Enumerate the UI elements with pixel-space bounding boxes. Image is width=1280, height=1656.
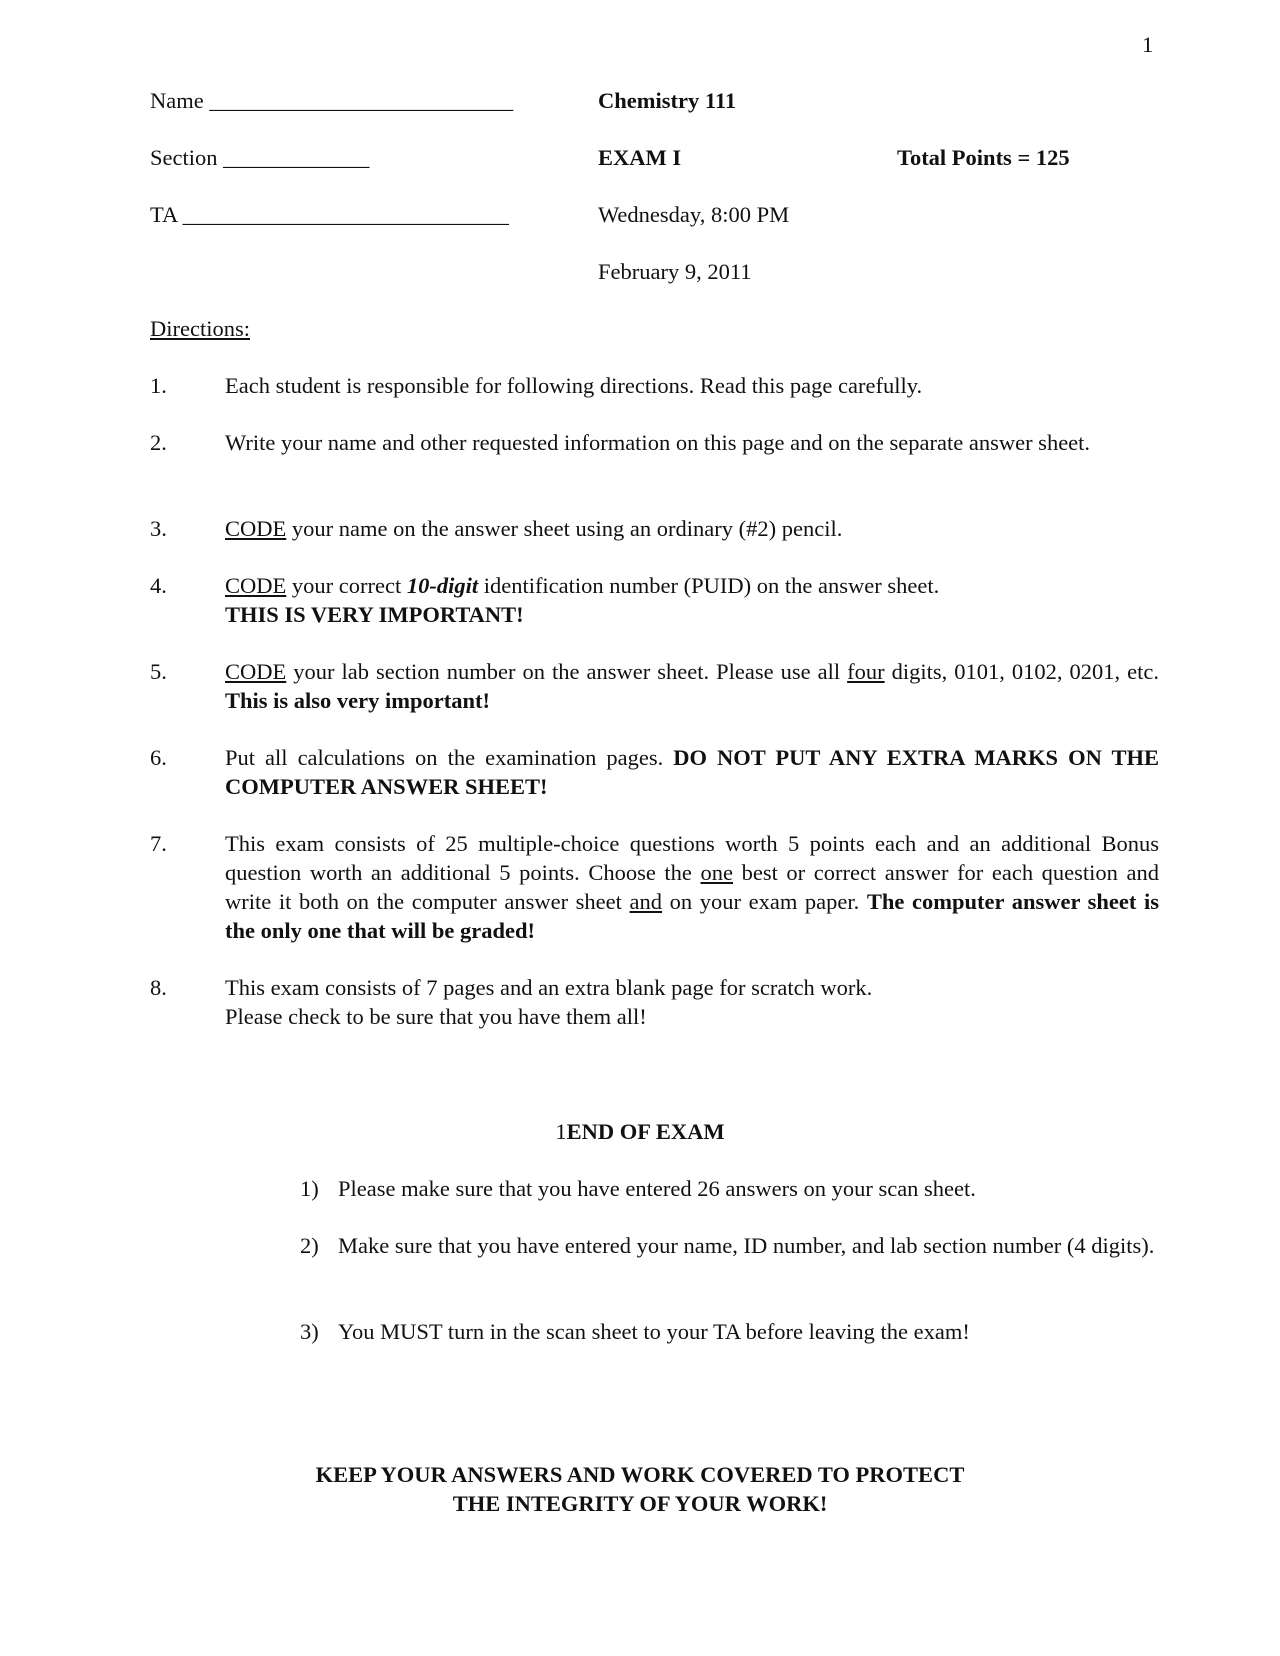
footer-warning-line2: THE INTEGRITY OF YOUR WORK! <box>452 1491 828 1516</box>
name-label: Name <box>150 88 204 113</box>
direction-text: CODE your lab section number on the answer sheet. Please use all four digits, 0101, 0102, 0201, etc. This is also very important! <box>225 659 1160 713</box>
important-note: This is also very important! <box>225 688 491 713</box>
direction-text: CODE your name on the answer sheet using an ordinary (#2) pencil. <box>225 516 843 541</box>
directions-title: Directions: <box>150 316 250 341</box>
ta-field[interactable] <box>150 200 509 229</box>
section-label: Section <box>150 145 218 170</box>
exam-title: EXAM I <box>598 145 682 170</box>
name-line: ___________________________ <box>209 88 514 113</box>
direction-text: Each student is responsible for following directions. Read this page carefully. <box>225 373 923 398</box>
total-points: Total Points = 125 <box>897 145 1070 170</box>
direction-number: 2. <box>150 430 167 455</box>
end-item-number: 3) <box>300 1319 319 1344</box>
code-keyword: CODE <box>225 516 287 541</box>
name-field[interactable] <box>150 86 513 115</box>
ta-line: _____________________________ <box>182 202 509 227</box>
direction-number: 7. <box>150 831 167 856</box>
direction-text: Put all calculations on the examination pages. DO NOT PUT ANY EXTRA MARKS ON THE COMPUTER ANSWER SHEET! <box>225 745 1159 799</box>
end-item-text: You MUST turn in the scan sheet to your TA before leaving the exam! <box>338 1319 970 1344</box>
underlined-word: four <box>847 659 885 684</box>
exam-date: February 9, 2011 <box>598 259 752 284</box>
underlined-word: one <box>700 860 733 885</box>
emphasis: 10-digit <box>406 573 479 598</box>
end-of-exam-title: 1END OF EXAM <box>555 1119 725 1144</box>
important-note: DO NOT PUT ANY EXTRA MARKS ON THE COMPUTER ANSWER SHEET! <box>225 745 1159 799</box>
exam-day-time: Wednesday, 8:00 PM <box>598 202 790 227</box>
end-item-text: Make sure that you have entered your name, ID number, and lab section number (4 digits). <box>338 1233 1155 1258</box>
direction-text: Write your name and other requested information on this page and on the separate answer sheet. <box>225 430 1091 455</box>
direction-text: This exam consists of 7 pages and an extra blank page for scratch work. Please check to be sure that you have them all! <box>225 975 873 1029</box>
important-note: The computer answer sheet is the only one that will be graded! <box>225 889 1159 943</box>
ta-label: TA <box>150 202 177 227</box>
page-number: 1 <box>1142 32 1154 57</box>
direction-number: 5. <box>150 659 167 684</box>
footer-warning-line1: KEEP YOUR ANSWERS AND WORK COVERED TO PROTECT <box>315 1462 965 1487</box>
direction-number: 4. <box>150 573 167 598</box>
code-keyword: CODE <box>225 573 287 598</box>
code-keyword: CODE <box>225 659 287 684</box>
direction-number: 8. <box>150 975 167 1000</box>
end-item-text: Please make sure that you have entered 26 answers on your scan sheet. <box>338 1176 976 1201</box>
section-field[interactable] <box>150 143 369 172</box>
section-line: _____________ <box>223 145 370 170</box>
important-note: THIS IS VERY IMPORTANT! <box>225 602 524 627</box>
direction-text: CODE your correct 10-digit identification number (PUID) on the answer sheet. THIS IS VERY IMPORTANT! <box>225 573 940 627</box>
course-title: Chemistry 111 <box>598 88 737 113</box>
underlined-word: and <box>629 889 663 914</box>
direction-text: This exam consists of 25 multiple-choice questions worth 5 points each and an additional Bonus question worth an additional 5 points. Choose the one best or correct answer for each question and write it both on the computer answer sheet and on your exam paper. The computer answer sheet is the only one that will be graded! <box>225 831 1159 943</box>
end-item-number: 2) <box>300 1233 319 1258</box>
end-item-number: 1) <box>300 1176 319 1201</box>
direction-number: 6. <box>150 745 167 770</box>
direction-number: 3. <box>150 516 167 541</box>
direction-number: 1. <box>150 373 167 398</box>
